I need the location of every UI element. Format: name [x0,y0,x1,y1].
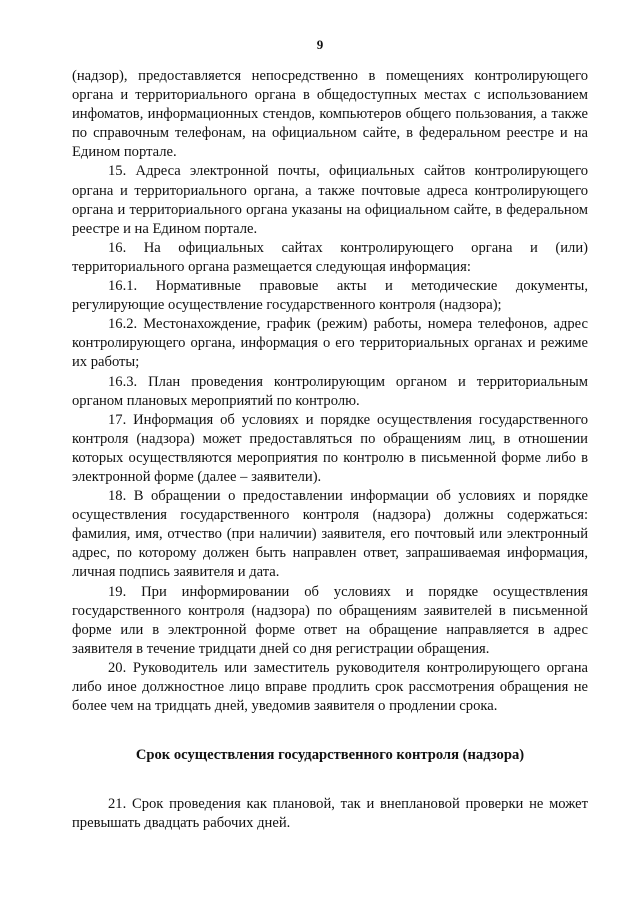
paragraph-15: 15. Адреса электронной почты, официальных сайтов контролирующего органа и территориального органа, а также почтовые адреса контролирующего органа и территориального органа указаны на официальном сайте, в федеральном реестре и на Едином портале. [72,163,588,237]
section-heading: Срок осуществления государственного контроля (надзора) [135,747,525,764]
paragraph-21: 21. Срок проведения как плановой, так и внеплановой проверки не может превышать двадцать рабочих дней. [72,796,588,832]
document-body [72,67,588,833]
page-number: 9 [316,37,324,52]
paragraph-16-3: 16.3. План проведения контролирующим органом и территориальным органом плановых мероприятий по контролю. [72,373,588,409]
paragraph-16: 16. На официальных сайтах контролирующего органа и (или) территориального органа размещается следующая информация: [72,239,588,275]
paragraph-20: 20. Руководитель или заместитель руководителя контролирующего органа либо иное должностное лицо вправе продлить срок рассмотрения обращения не более чем на тридцать дней, уведомив заявителя о продлении срока. [72,659,588,715]
paragraph-18: 18. В обращении о предоставлении информации об условиях и порядке осуществления государственного контроля (надзора) должны содержаться: фамилия, имя, отчество (при наличии) заявителя, его почтовый или электронный адрес, по которому должен быть направлен ответ, запрашиваемая информация, личная подпись заявителя и дата. [72,488,588,581]
paragraph-16-2: 16.2. Местонахождение, график (режим) работы, номера телефонов, адрес контролирующего органа, информация о его территориальных органах и режиме их работы; [72,316,588,371]
paragraph-19: 19. При информировании об условиях и порядке осуществления государственного контроля (надзора) по обращениям заявителей в письменной форме или в электронной форме ответ на обращение направляется в адрес заявителя в течение тридцати дней со дня регистрации обращения. [72,583,588,657]
paragraph-16-1: 16.1. Нормативные правовые акты и методические документы, регулирующие осуществление государственного контроля (надзора); [72,278,588,314]
paragraph-17: 17. Информация об условиях и порядке осуществления государственного контроля (надзора) может предоставляться по обращениям лиц, в отношении которых осуществляются мероприятия по контролю в письменной форме либо в электронной форме (далее – заявители). [72,411,588,485]
paragraph-continuation: (надзор), предоставляется непосредственно в помещениях контролирующего органа и территориального органа в общедоступных местах с использованием инфоматов, информационных стендов, компьютеров общего пользования, а также по справочным телефонам, на официальном сайте, в федеральном реестре и на Едином портале. [72,68,588,161]
